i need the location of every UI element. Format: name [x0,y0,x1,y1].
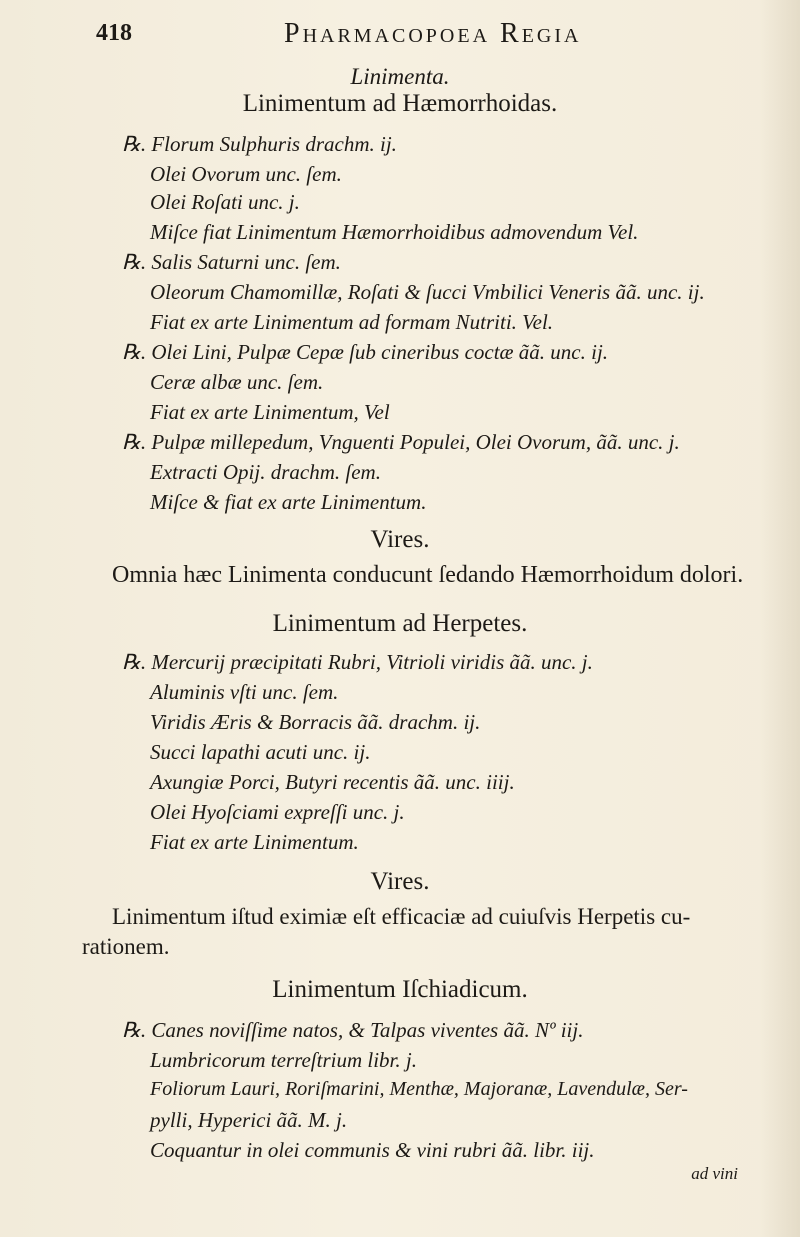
recipe-line: ℞. Canes noviſſime natos, & Talpas viventes ãã. Nº iij. [122,1018,584,1042]
recipe-line: Fiat ex arte Linimentum, Vel [150,400,390,424]
recipe-line: ℞. Florum Sulphuris drachm. ij. [122,132,397,156]
recipe-line: Foliorum Lauri, Roriſmarini, Menthæ, Majoranæ, Lavendulæ, Ser- [150,1078,688,1100]
recipe-line: Lumbricorum terreſtrium libr. j. [150,1048,417,1072]
recipe-line: Olei Ovorum unc. ſem. [150,162,342,186]
recipe-line: ℞. Mercurij præcipitati Rubri, Vitrioli viridis ãã. unc. j. [122,650,593,674]
vires-text: Linimentum iſtud eximiæ eſt efficaciæ ad cuiuſvis Herpetis cu- [112,904,691,929]
running-title: Pharmacopoea Regia [284,18,582,49]
recipe-line: Axungiæ Porci, Butyri recentis ãã. unc. iiij. [150,770,515,794]
section-title: Linimentum Iſchiadicum. [272,976,528,1003]
vires-text: rationem. [82,934,170,959]
recipe-line: ℞. Salis Saturni unc. ſem. [122,250,341,274]
recipe-line: Coquantur in olei communis & vini rubri ãã. libr. iij. [150,1138,595,1162]
recipe-line: Succi lapathi acuti unc. ij. [150,740,371,764]
recipe-line: Viridis Æris & Borracis ãã. drachm. ij. [150,710,481,734]
recipe-line: Miſce fiat Linimentum Hæmorrhoidibus admovendum Vel. [150,220,639,244]
recipe-line: Olei Hyoſciami expreſſi unc. j. [150,800,405,824]
recipe-line: Olei Roſati unc. j. [150,190,300,214]
recipe-line: Miſce & fiat ex arte Linimentum. [150,490,427,514]
catchword: ad vini [691,1164,738,1183]
page-number: 418 [96,20,132,46]
recipe-line: Ceræ albæ unc. ſem. [150,370,324,394]
recipe-line: ℞. Olei Lini, Pulpæ Cepæ ſub cineribus coctæ ãã. unc. ij. [122,340,609,364]
recipe-line: Extracti Opij. drachm. ſem. [150,460,381,484]
vires-text: Omnia hæc Linimenta conducunt ſedando Hæmorrhoidum dolori. [112,562,744,588]
section-title: Linimentum ad Hæmorrhoidas. [242,90,558,117]
recipe-line: Fiat ex arte Linimentum. [150,830,359,854]
page-header [96,20,760,56]
recipe-line: ℞. Pulpæ millepedum, Vnguenti Populei, Olei Ovorum, ãã. unc. j. [122,430,680,454]
vires-heading: Vires. [370,868,430,895]
recipe-line: pylli, Hyperici ãã. M. j. [150,1108,348,1132]
vires-heading: Vires. [370,526,430,553]
section-heading-italic: Linimenta. [350,64,450,89]
section-title: Linimentum ad Herpetes. [272,610,528,637]
recipe-line: Aluminis vſti unc. ſem. [150,680,339,704]
recipe-line: Fiat ex arte Linimentum ad formam Nutriti. Vel. [150,310,554,334]
recipe-line: Oleorum Chamomillæ, Roſati & ſucci Vmbilici Veneris ãã. unc. ij. [150,280,705,304]
